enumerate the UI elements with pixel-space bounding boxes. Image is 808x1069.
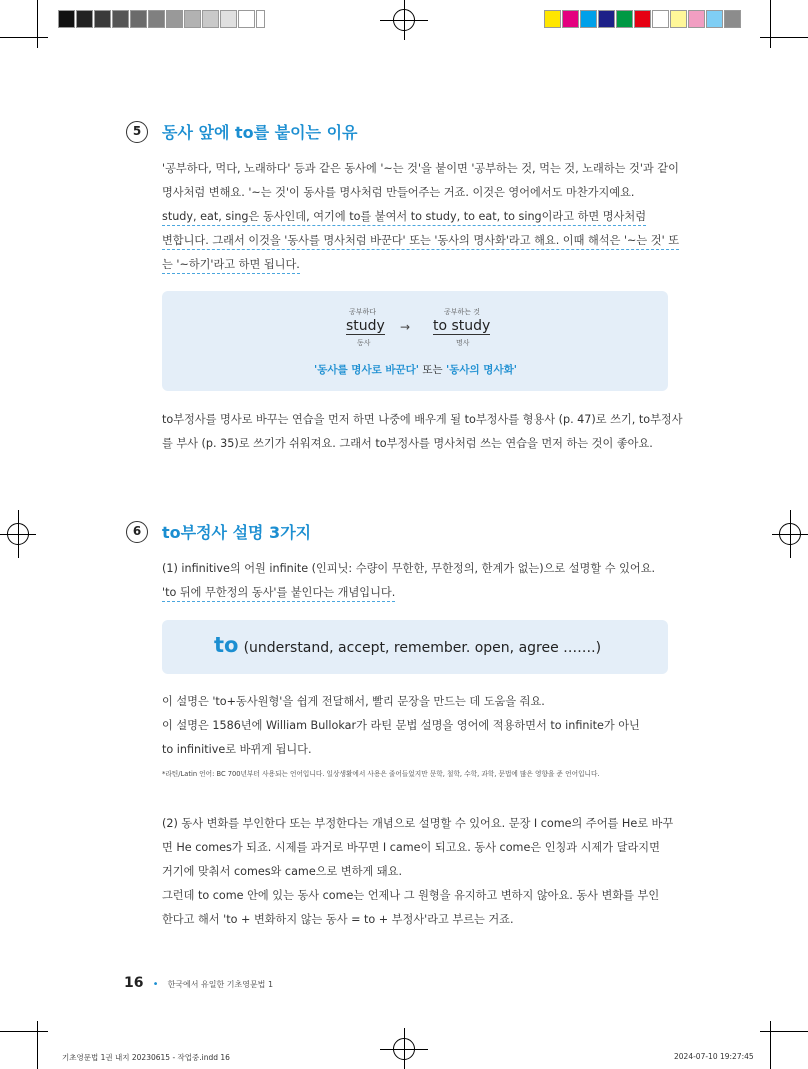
to-word: to	[214, 633, 239, 657]
section6-p1-line-2: 'to 뒤에 무한정의 동사'를 붙인다는 개념입니다.	[162, 584, 395, 602]
caption-b: '동사의 명사화'	[446, 364, 517, 376]
box-caption	[314, 362, 517, 377]
right-gloss-bottom: 명사	[456, 339, 470, 347]
section-title-5: 동사 앞에 to를 붙이는 이유	[162, 123, 358, 142]
book-title: 한국에서 유일한 기초영문법 1	[167, 980, 274, 989]
page-number: 16	[124, 975, 144, 991]
left-gloss-top: 공부하다	[349, 308, 377, 316]
section6-p2-line-3: to infinitive로 바뀌게 됩니다.	[162, 743, 312, 756]
caption-mid: 또는	[419, 364, 446, 376]
slug-left: 기초영문법 1권 내지 20230615 - 작업중.indd 16	[62, 1053, 230, 1062]
section-title-6: to부정사 설명 3가지	[162, 523, 312, 542]
right-gloss-top: 공부하는 것	[444, 308, 481, 316]
section6-p2-line-1: 이 설명은 'to+동사원형'을 쉽게 전달해서, 빨리 문장을 만드는 데 도움을 줘요.	[162, 695, 545, 708]
section6-p2-line-2: 이 설명은 1586년에 William Bullokar가 라틴 문법 설명을 영어에 적용하면서 to infinite가 아닌	[162, 719, 640, 732]
to-example-line	[214, 633, 601, 657]
caption-a: '동사를 명사로 바꾼다'	[314, 364, 420, 376]
section6-p3-line-4: 그런데 to come 안에 있는 동사 come는 언제나 그 원형을 유지하고 변하지 않아요. 동사 변화를 부인	[162, 889, 660, 902]
to-example-box	[162, 620, 668, 674]
verb-list: (understand, accept, remember. open, agree …….)	[243, 640, 602, 656]
slug-right: 2024-07-10 19:27:45	[674, 1052, 754, 1061]
section6-p3-line-1: (2) 동사 변화를 부인한다 또는 부정한다는 개념으로 설명할 수 있어요. 문장 I come의 주어를 He로 바꾸	[162, 817, 674, 830]
latin-footnote: *라틴/Latin 언어: BC 700년부터 사용되는 언어입니다. 일상생활에서 사용은 줄어들었지만 문학, 철학, 수학, 과학, 문법에 많은 영향을 준 언어입니다.	[162, 770, 600, 778]
right-word: to study	[433, 318, 491, 334]
section5-after-2: 를 부사 (p. 35)로 쓰기가 쉬워져요. 그래서 to부정사를 명사처럼 쓰는 연습을 먼저 하는 것이 좋아요.	[162, 437, 653, 450]
section-number-6: 6	[126, 521, 148, 543]
page-footer	[124, 972, 273, 991]
section6-p3-line-3: 거기에 맞춰서 comes와 came으로 변하게 돼요.	[162, 865, 403, 878]
section5-line-5: 는 '~하기'라고 하면 됩니다.	[162, 256, 300, 274]
left-word: study	[346, 318, 385, 334]
section6-p3-line-5: 한다고 해서 'to + 변화하지 않는 동사 = to + 부정사'라고 부르는 거죠.	[162, 913, 514, 926]
arrow-icon: →	[400, 320, 411, 334]
section5-line-1: '공부하다, 먹다, 노래하다' 등과 같은 동사에 '~는 것'을 붙이면 '공부하는 것, 먹는 것, 노래하는 것'과 같이	[162, 162, 679, 175]
footer-bullet: •	[152, 979, 159, 990]
section5-line-4: 변합니다. 그래서 이것을 '동사를 명사처럼 바꾼다' 또는 '동사의 명사화'라고 해요. 이때 해석은 '~는 것' 또	[162, 232, 679, 250]
section5-line-3: study, eat, sing은 동사인데, 여기에 to를 붙여서 to study, to eat, to sing이라고 하면 명사처럼	[162, 208, 646, 226]
section-number-5: 5	[126, 121, 148, 143]
section5-after-1: to부정사를 명사로 바꾸는 연습을 먼저 하면 나중에 배우게 될 to부정사를 형용사 (p. 47)로 쓰기, to부정사	[162, 413, 683, 426]
section5-line-2: 명사처럼 변해요. '~는 것'이 동사를 명사처럼 만들어주는 거죠. 이것은 영어에서도 마찬가지예요.	[162, 186, 635, 199]
section6-p1-line-1: (1) infinitive의 어원 infinite (인피닛: 수량이 무한한, 무한정의, 한계가 없는)으로 설명할 수 있어요.	[162, 562, 656, 575]
study-example-box	[162, 291, 668, 391]
left-gloss-bottom: 동사	[357, 339, 371, 347]
section6-p3-line-2: 면 He comes가 되죠. 시제를 과거로 바꾸면 I came이 되고요. 동사 come은 인칭과 시제가 달라지면	[162, 841, 660, 854]
